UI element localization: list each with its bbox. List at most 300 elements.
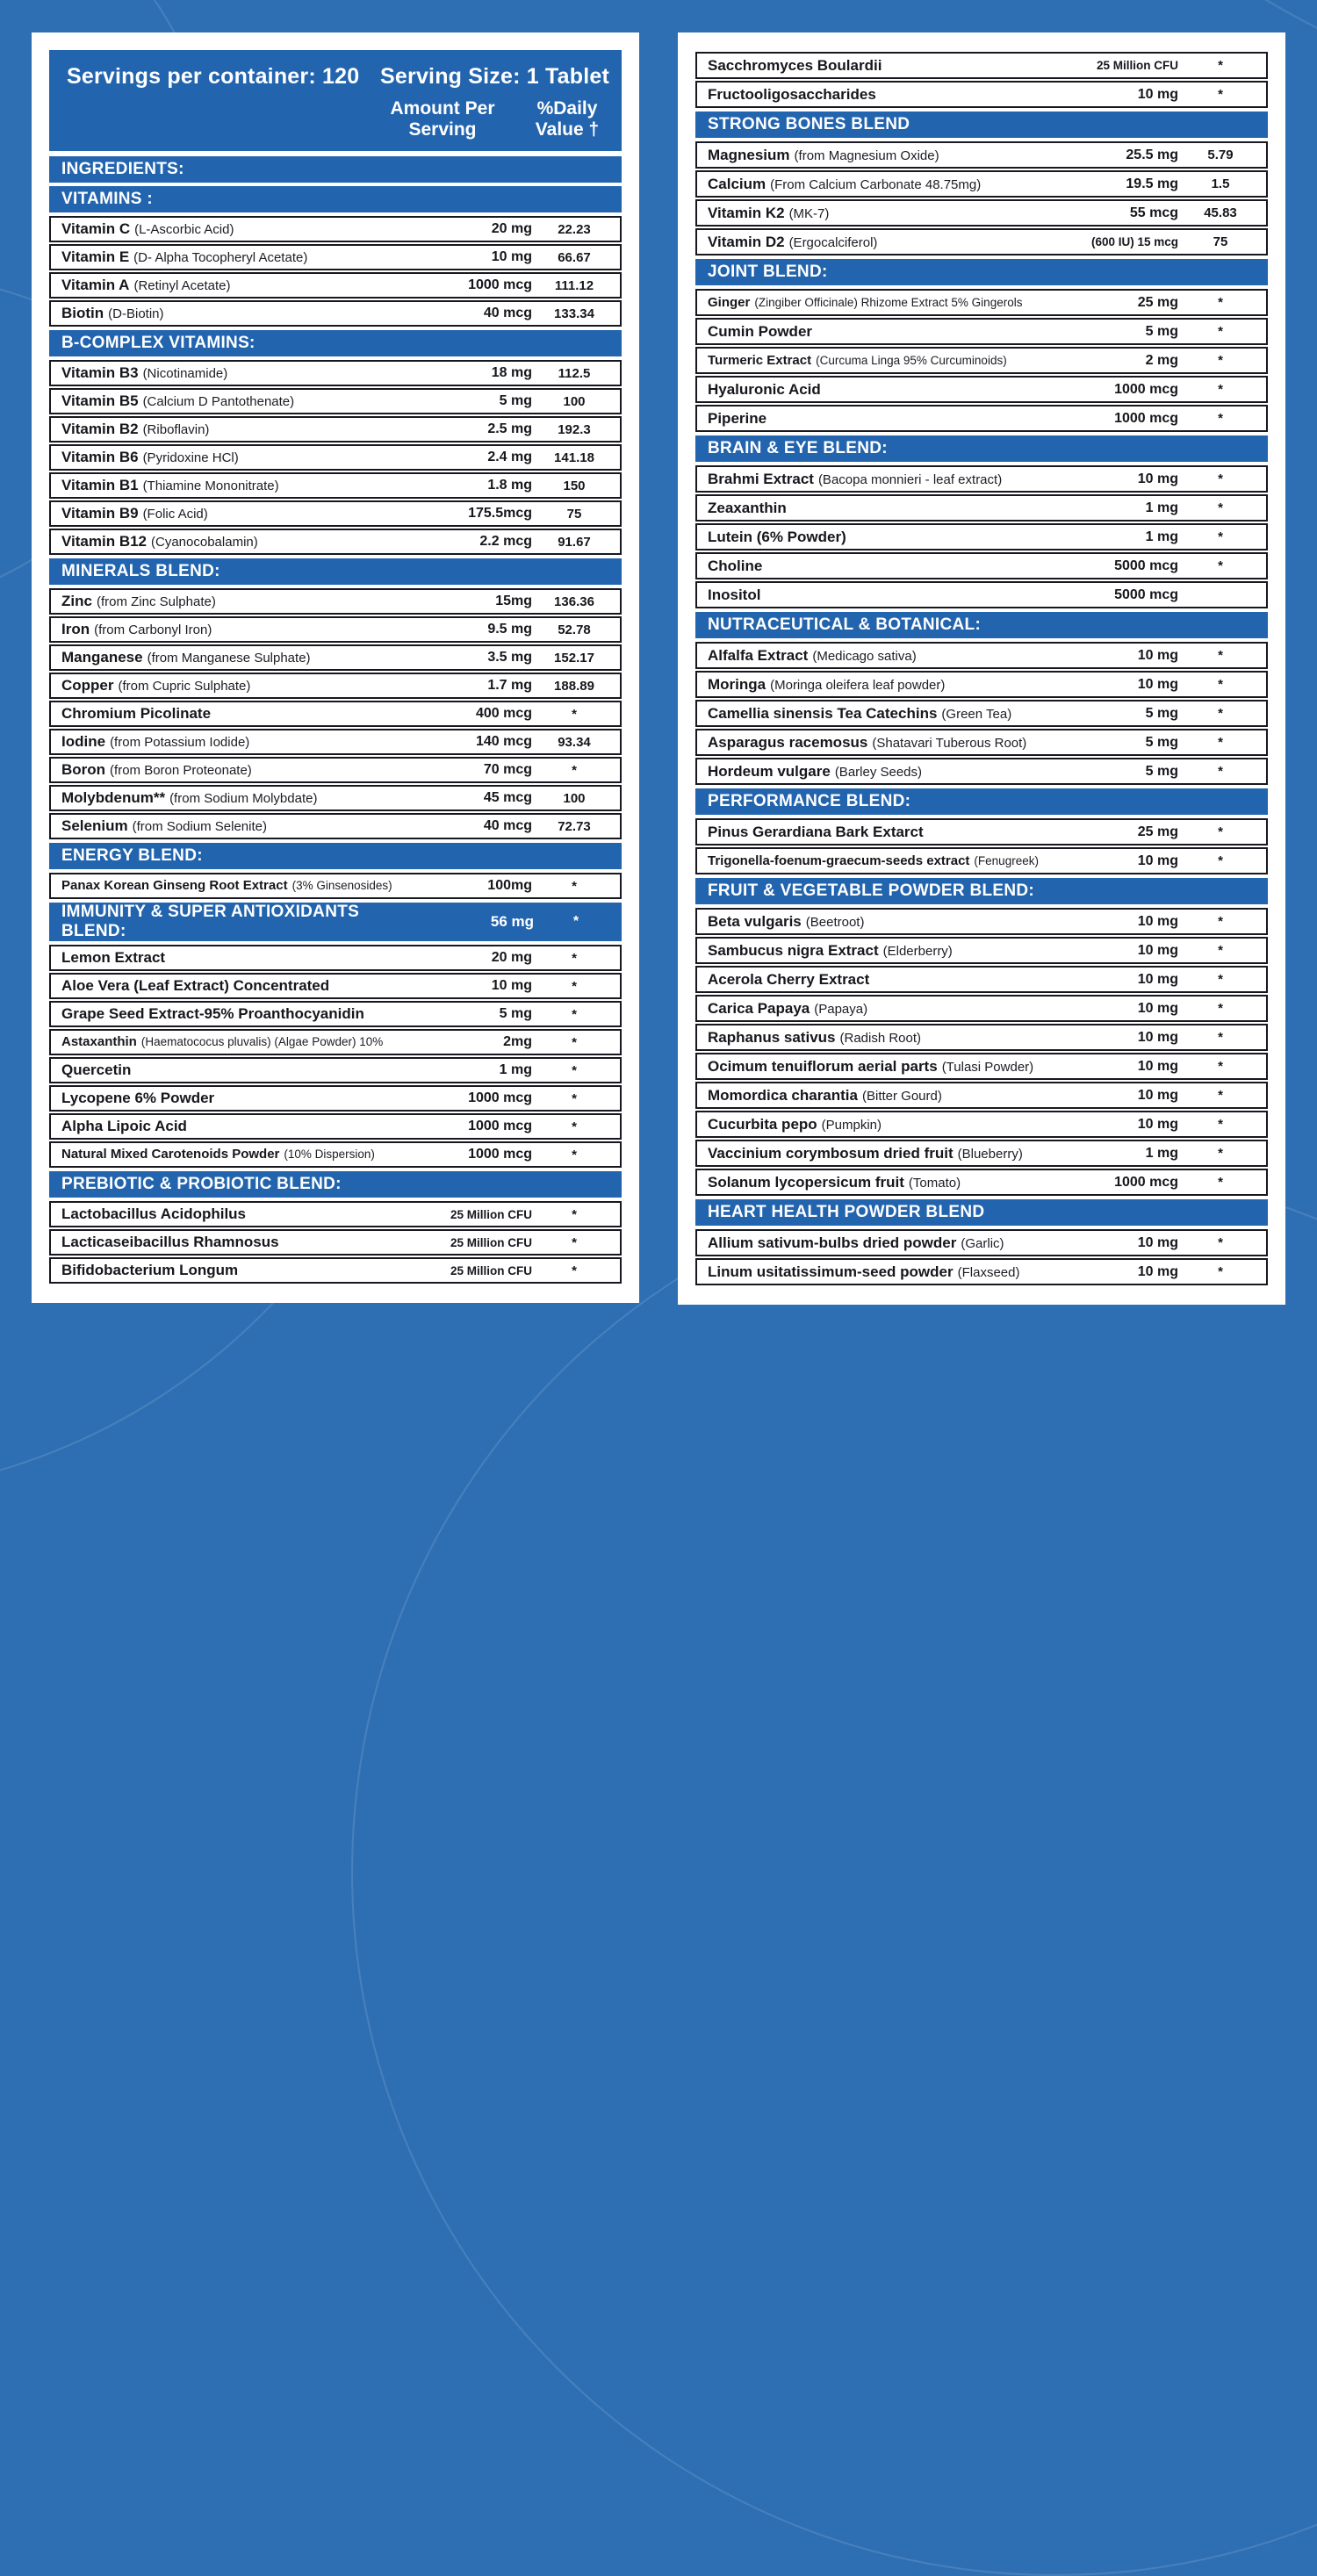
ingredient-amount: 2 mg <box>1145 352 1178 368</box>
ingredient-daily-value: * <box>572 1263 577 1278</box>
ingredient-name-cell <box>708 763 1055 781</box>
ingredient-row <box>49 644 622 671</box>
ingredient-name: Carica Papaya <box>708 999 810 1017</box>
ingredient-amount: 10 mg <box>1137 676 1178 692</box>
ingredient-daily-value: * <box>572 1006 577 1022</box>
ingredient-row <box>695 199 1268 227</box>
ingredient-daily-value: * <box>572 1090 577 1106</box>
ingredient-daily-value: * <box>1218 943 1223 958</box>
ingredient-name: Zinc <box>61 593 92 610</box>
ingredient-name: Magnesium <box>708 146 790 163</box>
ingredient-name: Cumin Powder <box>708 322 813 340</box>
ingredient-name-cell <box>61 505 409 522</box>
ingredient-row <box>695 52 1268 79</box>
section-header-bar <box>695 259 1268 285</box>
ingredient-name: Asparagus racemosus <box>708 733 868 751</box>
ingredient-daily-value: 93.34 <box>558 734 591 750</box>
ingredient-detail: (Cyanocobalamin) <box>151 535 258 550</box>
ingredient-daily-value: * <box>1218 353 1223 368</box>
ingredient-detail: (Calcium D Pantothenate) <box>142 394 295 410</box>
ingredient-daily-value: 75 <box>566 506 582 522</box>
ingredient-row <box>49 616 622 643</box>
ingredient-name: Astaxanthin <box>61 1034 137 1050</box>
ingredient-detail: (Green Tea) <box>941 706 1012 722</box>
ingredient-name-cell <box>61 977 409 995</box>
ingredient-row <box>49 388 622 414</box>
ingredient-row <box>695 1082 1268 1109</box>
ingredient-detail: (Bitter Gourd) <box>862 1088 942 1104</box>
ingredient-name-cell <box>61 1061 409 1079</box>
ingredient-amount: 1 mg <box>1145 529 1178 544</box>
ingredient-row <box>695 818 1268 845</box>
right-panel <box>678 32 1285 1305</box>
ingredient-detail: (Barley Seeds) <box>834 764 923 780</box>
ingredient-amount: 10 mg <box>1137 1087 1178 1103</box>
ingredient-detail: (Riboflavin) <box>142 422 210 438</box>
ingredient-detail: (3% Ginsenosides) <box>291 879 392 893</box>
ingredient-daily-value: * <box>572 878 577 894</box>
section-title: PREBIOTIC & PROBIOTIC BLEND: <box>61 1175 342 1194</box>
ingredient-row <box>49 529 622 555</box>
ingredient-daily-value: 72.73 <box>558 818 591 834</box>
ingredient-name-cell <box>61 220 409 238</box>
ingredient-detail: (from Carbonyl Iron) <box>94 622 212 638</box>
ingredient-amount: (600 IU) 15 mcg <box>1090 235 1178 248</box>
ingredient-daily-value: * <box>1218 648 1223 663</box>
section-title: B-COMPLEX VITAMINS: <box>61 334 255 353</box>
ingredient-detail: (from Sodium Molybdate) <box>169 791 318 807</box>
ingredient-amount: 10 mg <box>1137 1058 1178 1074</box>
ingredient-name: Solanum lycopersicum fruit <box>708 1173 904 1191</box>
section-header-bar <box>695 878 1268 904</box>
ingredient-row <box>49 272 622 299</box>
ingredient-name-cell <box>708 529 1055 546</box>
ingredient-amount: 5 mg <box>1145 763 1178 779</box>
ingredient-name-cell <box>708 147 1055 164</box>
ingredient-daily-value: * <box>1218 1146 1223 1161</box>
ingredient-detail: (Garlic) <box>961 1235 1004 1251</box>
ingredient-row <box>695 847 1268 874</box>
ingredient-daily-value: 1.5 <box>1211 176 1230 191</box>
ingredient-amount: 1000 mcg <box>1114 381 1178 397</box>
section-header-bar <box>695 112 1268 138</box>
ingredient-daily-value: 150 <box>563 478 586 493</box>
ingredient-name-cell <box>61 1005 409 1023</box>
ingredient-row <box>49 757 622 783</box>
ingredient-name-cell <box>61 949 409 967</box>
ingredient-amount: 1000 mcg <box>1114 410 1178 426</box>
ingredient-row <box>695 552 1268 579</box>
ingredient-name-cell <box>61 789 409 807</box>
ingredient-name-cell <box>708 1145 1055 1162</box>
ingredient-name-cell <box>708 734 1055 752</box>
ingredient-name-cell <box>708 1000 1055 1018</box>
ingredient-name-cell <box>708 381 1055 399</box>
serving-size: Serving Size: 1 Tablet <box>380 64 609 89</box>
ingredient-amount: 10 mg <box>1137 853 1178 868</box>
ingredient-name-cell <box>708 586 1055 604</box>
ingredient-row <box>49 873 622 899</box>
ingredient-name: Hordeum vulgare <box>708 762 831 780</box>
section-header-bar <box>49 156 622 183</box>
section-title: IMMUNITY & SUPER ANTIOXIDANTS BLEND: <box>61 903 360 941</box>
ingredient-row <box>49 1057 622 1083</box>
ingredient-daily-value: * <box>1218 558 1223 573</box>
ingredient-amount: 25 mg <box>1137 824 1178 839</box>
ingredient-detail: (from Zinc Sulphate) <box>96 594 216 610</box>
ingredient-name: Alfalfa Extract <box>708 646 809 664</box>
ingredient-amount: 5 mg <box>1145 734 1178 750</box>
ingredient-daily-value: * <box>1218 1175 1223 1190</box>
ingredient-name: Inositol <box>708 586 761 603</box>
ingredient-daily-value: * <box>1218 411 1223 426</box>
ingredient-name: Raphanus sativus <box>708 1028 836 1046</box>
ingredient-row <box>49 244 622 270</box>
ingredient-name: Acerola Cherry Extract <box>708 970 870 988</box>
ingredient-name-cell <box>708 234 1055 251</box>
ingredient-name: Selenium <box>61 817 128 835</box>
ingredient-daily-value: 66.67 <box>558 249 591 265</box>
ingredient-row <box>695 465 1268 493</box>
ingredient-name-cell <box>61 621 409 638</box>
ingredient-daily-value: * <box>1218 706 1223 721</box>
ingredient-amount: 1.7 mg <box>487 678 532 694</box>
section-header-bar <box>49 903 622 941</box>
ingredient-name-cell <box>708 1263 1055 1281</box>
ingredient-detail: (Pyridoxine HCl) <box>142 450 239 466</box>
ingredient-row <box>695 494 1268 522</box>
ingredient-amount: 45 mcg <box>483 790 532 806</box>
ingredient-name-cell <box>708 86 1055 104</box>
ingredient-name-cell <box>708 705 1055 723</box>
ingredient-name: Vitamin B2 <box>61 421 139 438</box>
ingredient-name: Hyaluronic Acid <box>708 380 821 398</box>
ingredient-row <box>49 360 622 386</box>
ingredient-row <box>49 472 622 499</box>
ingredient-name: Vitamin A <box>61 277 130 294</box>
ingredient-row <box>695 405 1268 432</box>
ingredient-daily-value: * <box>1218 1059 1223 1074</box>
ingredient-amount: 25 Million CFU <box>450 1263 532 1277</box>
ingredient-row <box>695 523 1268 550</box>
ingredient-amount: 1 mg <box>1145 1145 1178 1161</box>
ingredient-name: Lutein (6% Powder) <box>708 528 846 545</box>
ingredient-name: Biotin <box>61 305 104 322</box>
ingredient-row <box>49 500 622 527</box>
ingredient-name-cell <box>708 471 1055 488</box>
ingredient-amount: 1000 mcg <box>1114 1174 1178 1190</box>
ingredient-name-cell <box>708 500 1055 517</box>
ingredient-name-cell <box>708 353 1055 369</box>
ingredient-name-cell <box>61 392 409 410</box>
ingredient-amount: 10 mg <box>1137 1116 1178 1132</box>
ingredient-name-cell <box>61 593 409 610</box>
ingredient-amount: 140 mcg <box>475 734 532 750</box>
left-ingredient-table <box>49 156 622 1284</box>
ingredient-amount: 2mg <box>503 1034 532 1050</box>
right-ingredient-table <box>695 52 1268 1285</box>
ingredient-amount: 1000 mcg <box>468 277 532 293</box>
ingredient-amount: 10 mg <box>1137 86 1178 102</box>
ingredient-amount: 1 mg <box>499 1062 532 1078</box>
ingredient-name-cell <box>61 1262 409 1279</box>
ingredient-amount: 1000 mcg <box>468 1119 532 1134</box>
ingredient-detail: (Medicago sativa) <box>812 648 917 664</box>
ingredient-amount: 5 mg <box>499 1006 532 1022</box>
ingredient-name: Vitamin B9 <box>61 505 139 522</box>
ingredient-name: Sambucus nigra Extract <box>708 941 879 959</box>
ingredient-daily-value: * <box>1218 500 1223 515</box>
ingredient-amount: 5000 mcg <box>1114 558 1178 573</box>
ingredient-row <box>49 444 622 471</box>
ingredient-name-cell <box>708 824 1055 841</box>
ingredient-row <box>695 376 1268 403</box>
ingredient-daily-value: * <box>572 950 577 966</box>
ingredient-row <box>695 170 1268 198</box>
ingredient-name: Pinus Gerardiana Bark Extarct <box>708 823 924 840</box>
serving-info-header <box>49 50 622 151</box>
ingredient-name: Vitamin B12 <box>61 533 148 550</box>
ingredient-amount: 100mg <box>487 878 532 894</box>
ingredient-detail: (From Calcium Carbonate 48.75mg) <box>770 176 982 192</box>
section-amount: 56 mg <box>490 913 534 931</box>
ingredient-name: Brahmi Extract <box>708 470 814 487</box>
section-title: HEART HEALTH POWDER BLEND <box>708 1203 985 1221</box>
ingredient-name: Lycopene 6% Powder <box>61 1090 215 1107</box>
ingredient-name-cell <box>61 1118 409 1135</box>
ingredient-row <box>49 1113 622 1140</box>
ingredient-name-cell <box>708 971 1055 989</box>
ingredient-name-cell <box>61 677 409 694</box>
ingredient-daily-value: * <box>572 1206 577 1222</box>
ingredient-amount: 10 mg <box>1137 971 1178 987</box>
ingredient-row <box>695 966 1268 993</box>
ingredient-amount: 1000 mcg <box>468 1090 532 1106</box>
ingredient-name: Turmeric Extract <box>708 352 812 368</box>
ingredient-daily-value: * <box>1218 1088 1223 1103</box>
ingredient-daily-value: 22.23 <box>558 221 591 237</box>
ingredient-row <box>49 973 622 999</box>
ingredient-row <box>695 671 1268 698</box>
ingredient-name-cell <box>61 705 409 723</box>
ingredient-detail: (Thiamine Mononitrate) <box>142 479 279 494</box>
ingredient-daily-value: * <box>572 978 577 994</box>
ingredient-name-cell <box>708 176 1055 193</box>
ingredient-row <box>49 1001 622 1027</box>
ingredient-detail: (MK-7) <box>788 205 830 221</box>
ingredient-amount: 10 mg <box>1137 1263 1178 1279</box>
ingredient-daily-value: 141.18 <box>554 450 594 465</box>
ingredient-name: Vaccinium corymbosum dried fruit <box>708 1144 954 1162</box>
ingredient-detail: (Retinyl Acetate) <box>133 278 231 294</box>
ingredient-daily-value: * <box>1218 1001 1223 1016</box>
ingredient-amount: 9.5 mg <box>487 622 532 637</box>
section-title: FRUIT & VEGETABLE POWDER BLEND: <box>708 881 1035 900</box>
ingredient-row <box>49 813 622 839</box>
ingredient-name: Beta vulgaris <box>708 912 802 930</box>
ingredient-detail: (Shatavari Tuberous Root) <box>872 735 1027 751</box>
ingredient-row <box>49 945 622 971</box>
column-header-amount-per-serving: Amount Per Serving <box>390 98 495 140</box>
ingredient-detail: (Curcuma Linga 95% Curcuminoids) <box>816 353 1007 367</box>
ingredient-name-cell <box>708 676 1055 694</box>
ingredient-amount: 25 Million CFU <box>450 1207 532 1221</box>
ingredient-detail: (Moringa oleifera leaf powder) <box>770 677 946 693</box>
ingredient-amount: 25 Million CFU <box>1096 59 1178 72</box>
ingredient-daily-value: * <box>1218 972 1223 987</box>
ingredient-row <box>695 937 1268 964</box>
ingredient-daily-value: 152.17 <box>554 650 594 666</box>
ingredient-name: Alpha Lipoic Acid <box>61 1118 187 1135</box>
section-header-bar <box>695 435 1268 462</box>
ingredient-daily-value: 52.78 <box>558 622 591 637</box>
ingredient-daily-value: * <box>1218 382 1223 397</box>
ingredient-name: Camellia sinensis Tea Catechins <box>708 704 938 722</box>
ingredient-daily-value: * <box>1218 735 1223 750</box>
ingredient-row <box>695 908 1268 935</box>
ingredient-row <box>695 318 1268 345</box>
ingredient-name-cell <box>708 647 1055 665</box>
ingredient-row <box>695 1024 1268 1051</box>
ingredient-name: Fructooligosaccharides <box>708 85 876 103</box>
ingredient-daily-value: 100 <box>563 790 586 806</box>
ingredient-row <box>695 1140 1268 1167</box>
ingredient-detail: (Beetroot) <box>805 914 865 930</box>
ingredient-daily-value: * <box>1218 324 1223 339</box>
ingredient-name-cell <box>61 649 409 666</box>
section-header-bar <box>695 612 1268 638</box>
ingredient-name: Linum usitatissimum-seed powder <box>708 1263 954 1280</box>
ingredient-name: Lemon Extract <box>61 949 166 967</box>
section-daily-value: * <box>572 914 579 930</box>
ingredient-daily-value: * <box>572 1119 577 1134</box>
ingredient-row <box>49 1229 622 1256</box>
ingredient-name-cell <box>61 305 409 322</box>
ingredient-row <box>49 785 622 811</box>
ingredient-amount: 10 mg <box>1137 913 1178 929</box>
ingredient-daily-value: * <box>572 1034 577 1050</box>
ingredient-row <box>49 416 622 443</box>
ingredient-name: Grape Seed Extract-95% Proanthocyanidin <box>61 1005 364 1023</box>
ingredient-daily-value: * <box>572 1147 577 1162</box>
section-header-bar <box>695 788 1268 815</box>
ingredient-name-cell <box>708 410 1055 428</box>
ingredient-daily-value: 5.79 <box>1207 148 1234 162</box>
ingredient-name-cell <box>708 558 1055 575</box>
ingredient-amount: 175.5mcg <box>468 506 532 522</box>
ingredient-name: Panax Korean Ginseng Root Extract <box>61 878 288 894</box>
ingredient-amount: 18 mg <box>491 365 532 381</box>
ingredient-daily-value: * <box>1218 471 1223 486</box>
ingredient-row <box>695 81 1268 108</box>
ingredient-name: Molybdenum** <box>61 789 166 807</box>
ingredient-detail: (from Magnesium Oxide) <box>794 148 939 163</box>
ingredient-amount: 2.2 mcg <box>479 534 532 550</box>
ingredient-name: Copper <box>61 677 114 694</box>
ingredient-name: Allium sativum-bulbs dried powder <box>708 1234 957 1251</box>
section-title: NUTRACEUTICAL & BOTANICAL: <box>708 615 982 634</box>
ingredient-detail: (Zingiber Officinale) Rhizome Extract 5% Gingerols <box>754 295 1023 309</box>
ingredient-amount: 20 mg <box>491 221 532 237</box>
ingredient-name: Vitamin B5 <box>61 392 139 410</box>
section-header-bar <box>49 1171 622 1198</box>
ingredient-row <box>695 758 1268 785</box>
ingredient-daily-value: * <box>1218 764 1223 779</box>
ingredient-daily-value: * <box>1218 295 1223 310</box>
ingredient-row <box>695 700 1268 727</box>
ingredient-name: Manganese <box>61 649 143 666</box>
ingredient-row <box>695 1053 1268 1080</box>
ingredient-detail: (Haematococus pluvalis) (Algae Powder) 10% <box>140 1035 384 1049</box>
ingredient-detail: (from Boron Proteonate) <box>110 763 252 779</box>
ingredient-name-cell <box>708 1087 1055 1105</box>
ingredient-row <box>695 289 1268 316</box>
ingredient-name-cell <box>61 1147 409 1162</box>
ingredient-name-cell <box>61 1234 409 1251</box>
ingredient-name: Trigonella-foenum-graecum-seeds extract <box>708 853 970 868</box>
ingredient-name: Vitamin E <box>61 248 130 266</box>
section-header-bar <box>49 558 622 585</box>
section-title: ENERGY BLEND: <box>61 846 203 866</box>
ingredient-name: Chromium Picolinate <box>61 705 212 723</box>
ingredient-detail: (Pumpkin) <box>821 1117 882 1133</box>
ingredient-amount: 25.5 mg <box>1126 147 1178 162</box>
ingredient-row <box>49 216 622 242</box>
ingredient-detail: (Tulasi Powder) <box>941 1059 1034 1075</box>
ingredient-amount: 25 Million CFU <box>450 1235 532 1249</box>
ingredient-name: Vitamin B3 <box>61 364 139 382</box>
ingredient-amount: 3.5 mg <box>487 650 532 666</box>
section-title: INGREDIENTS: <box>61 160 184 179</box>
ingredient-detail: (Ergocalciferol) <box>788 234 878 250</box>
ingredient-name: Aloe Vera (Leaf Extract) Concentrated <box>61 977 330 995</box>
ingredient-name: Momordica charantia <box>708 1086 858 1104</box>
ingredient-row <box>695 581 1268 608</box>
ingredient-daily-value: * <box>572 762 577 778</box>
background-swirl <box>351 1168 1317 2576</box>
ingredient-name: Zeaxanthin <box>708 499 787 516</box>
ingredient-row <box>49 300 622 327</box>
ingredient-detail: (Blueberry) <box>957 1146 1023 1162</box>
ingredient-row <box>49 588 622 615</box>
ingredient-row <box>695 1229 1268 1256</box>
ingredient-name-cell <box>61 878 409 894</box>
left-panel <box>32 32 639 1303</box>
ingredient-amount: 25 mg <box>1137 294 1178 310</box>
ingredient-name-cell <box>708 205 1055 222</box>
ingredient-row <box>695 1169 1268 1196</box>
ingredient-detail: (from Sodium Selenite) <box>132 819 267 835</box>
ingredient-amount: 10 mg <box>1137 1000 1178 1016</box>
ingredient-name: Vitamin B1 <box>61 477 139 494</box>
ingredient-name-cell <box>708 1058 1055 1076</box>
ingredient-amount: 5000 mcg <box>1114 586 1178 602</box>
ingredient-amount: 10 mg <box>1137 471 1178 486</box>
ingredient-name: Vitamin B6 <box>61 449 139 466</box>
ingredient-name-cell <box>708 942 1055 960</box>
ingredient-amount: 20 mg <box>491 950 532 966</box>
ingredient-name-cell <box>708 913 1055 931</box>
ingredient-detail: (L-Ascorbic Acid) <box>134 222 234 238</box>
ingredient-detail: (Fenugreek) <box>974 853 1039 867</box>
ingredient-row <box>695 347 1268 374</box>
ingredient-name: Vitamin K2 <box>708 204 785 221</box>
ingredient-name-cell <box>61 421 409 438</box>
ingredient-amount: 55 mcg <box>1129 205 1178 220</box>
ingredient-daily-value: * <box>1218 914 1223 929</box>
section-title: VITAMINS : <box>61 190 153 209</box>
ingredient-name-cell <box>708 1029 1055 1047</box>
